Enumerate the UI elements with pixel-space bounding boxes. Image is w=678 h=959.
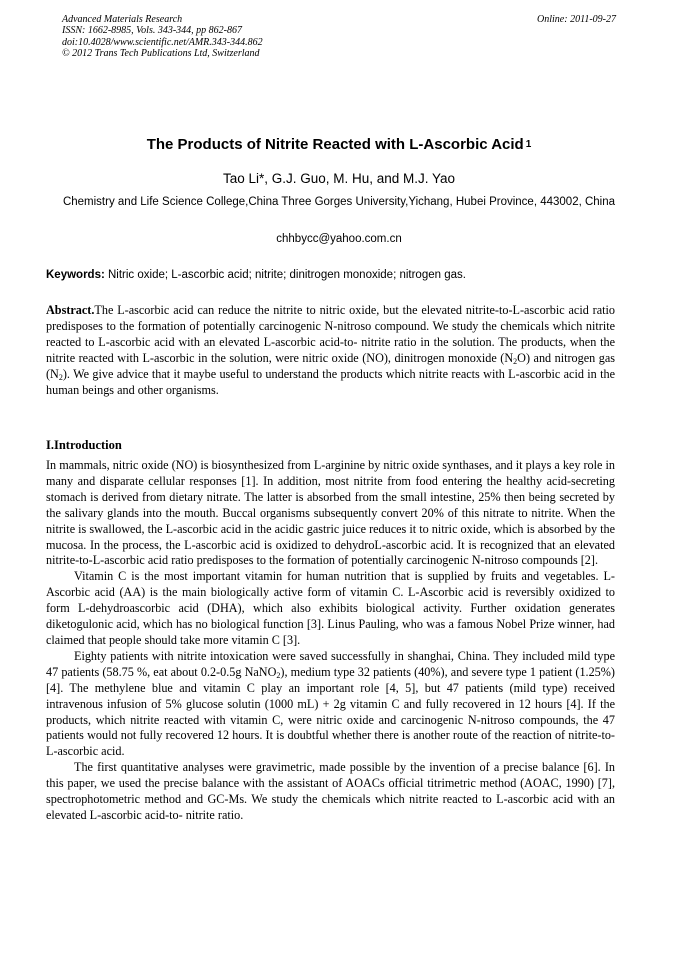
journal-name: Advanced Materials Research bbox=[62, 14, 183, 25]
keywords bbox=[46, 268, 632, 283]
keywords-text: Nitric oxide; L-ascorbic acid; nitrite; dinitrogen monoxide; nitrogen gas. bbox=[104, 269, 466, 281]
journal-header bbox=[62, 14, 263, 60]
online-date-text: Online: 2011-09-27 bbox=[537, 14, 616, 25]
section-heading-introduction: I.Introduction bbox=[46, 438, 122, 452]
affiliation: Chemistry and Life Science College,China Three Gorges University,Yichang, Hubei Province, 443002, China bbox=[62, 196, 616, 208]
contact-email: chhbycc@yahoo.com.cn bbox=[276, 233, 402, 245]
abstract-text-1: The L-ascorbic acid can reduce the nitrite to nitric oxide, but the elevated nitrite-to-L-ascorbic acid ratio predisposes to the formation of potentially carcinogenic N-nitroso compound. We study the chemicals which nitrite reacted to L-ascorbic acid with an elevated L-ascorbic acid-to- nitrite ratio in the solution. The products, when the nitrite reacted with L-ascorbic in the solution, were nitric oxide (NO), dinitrogen monoxide (N bbox=[46, 303, 615, 365]
intro-paragraph-3-text-b: ), medium type 32 patients (40%), and severe type 1 patient (1.25%) [4]. The methylene blue and vitamin C play an important role [4, 5], but 47 patients (mild type) received intravenous infusion of 5% glucose solutin (1000 mL) + 2g vitamin C and fully recovered in 12 hours [4]. If the products, which nitrite reacted with vitamin C, were nitric oxide and carcinogenic N-nitroso compounds, the 47 patients would not fully recovered 12 hours. It is doubtful whether there is another route of the reaction of nitrite-to-L-ascorbic acid. bbox=[46, 664, 615, 759]
abstract-paragraph bbox=[46, 303, 615, 398]
abstract-subscript-2: 2 bbox=[58, 372, 63, 382]
abstract-label: Abstract. bbox=[46, 303, 95, 317]
introduction-body bbox=[46, 458, 615, 824]
journal-copyright: © 2012 Trans Tech Publications Ltd, Switzerland bbox=[62, 48, 260, 60]
intro-paragraph-1: In mammals, nitric oxide (NO) is biosynthesized from L-arginine by nitric oxide synthases, and it plays a key role in many and disparate cellular responses [1]. In addition, most nitrite from food entering the healthy acid-secreting stomach is derived from dietary nitrate. The latter is absorbed from the small intestine, 25% then being secreted by the salivary glands into the mouth. Buccal organisms subsequently convert 20% of this nitrate to nitrite. When the nitrite is swallowed, the L-ascorbic acid in the acidic gastric juice reduces it to nitric oxide, which is absorbed by the mucosa. In the process, the L-ascorbic acid is oxidized to dehydroL-ascorbic acid. It is recognized that an elevated nitrite-to-L-ascorbic acid ratio predisposes to the formation of potentially carcinogenic N-nitroso compounds [2]. bbox=[46, 458, 615, 568]
journal-issn: ISSN: 1662-8985, Vols. 343-344, pp 862-867 bbox=[62, 25, 242, 37]
journal-doi: doi:10.4028/www.scientific.net/AMR.343-344.862 bbox=[62, 36, 263, 48]
abstract-subscript-1: 2 bbox=[513, 356, 518, 366]
abstract bbox=[46, 303, 615, 398]
intro-paragraph-3-text-a: Eighty patients with nitrite intoxication were saved successfully in shanghai, China. They included mild type 47 patients (58.75 %, eat about 0.2-0.5g NaNO bbox=[46, 648, 615, 679]
abstract-text-2: O) and nitrogen gas (N bbox=[46, 350, 615, 381]
paper-title-text: The Products of Nitrite Reacted with L-Ascorbic Acid bbox=[146, 136, 524, 153]
author-list: Tao Li*, G.J. Guo, M. Hu, and M.J. Yao bbox=[222, 171, 456, 186]
paper-title bbox=[0, 136, 678, 156]
keywords-label: Keywords: bbox=[46, 269, 105, 281]
abstract-text-3: ). We give advice that it maybe useful to understand the products which nitrite reacts with L-ascorbic acid in the human beings and other organisms. bbox=[46, 366, 615, 397]
intro-paragraph-3-subscript: 2 bbox=[276, 670, 281, 680]
intro-paragraph-3 bbox=[46, 649, 615, 760]
title-footnote-mark: 1 bbox=[525, 139, 532, 150]
intro-paragraph-2: Vitamin C is the most important vitamin for human nutrition that is supplied by fruits and vegetables. L-Ascorbic acid (AA) is the main biologically active form of vitamin C. L-Ascorbic acid is reversibly oxidized to form L-dehydroascorbic acid (DHA), which also exhibits biological activity. Further oxidation generates diketogulonic acid, which has no biological function [3]. Linus Pauling, who was a famous Nobel Prize winner, had claimed that people should take more vitamin C [3]. bbox=[46, 569, 615, 647]
online-date bbox=[537, 14, 616, 25]
intro-paragraph-4: The first quantitative analyses were gravimetric, made possible by the invention of a precise balance [6]. In this paper, we used the precise balance with the assistant of AOACs official titrimetric method (AOAC, 1990) [7], spectrophotometric method and GC-Ms. We study the chemicals which nitrite reacted to L-ascorbic acid with an elevated L-ascorbic acid-to- nitrite ratio. bbox=[46, 760, 615, 822]
